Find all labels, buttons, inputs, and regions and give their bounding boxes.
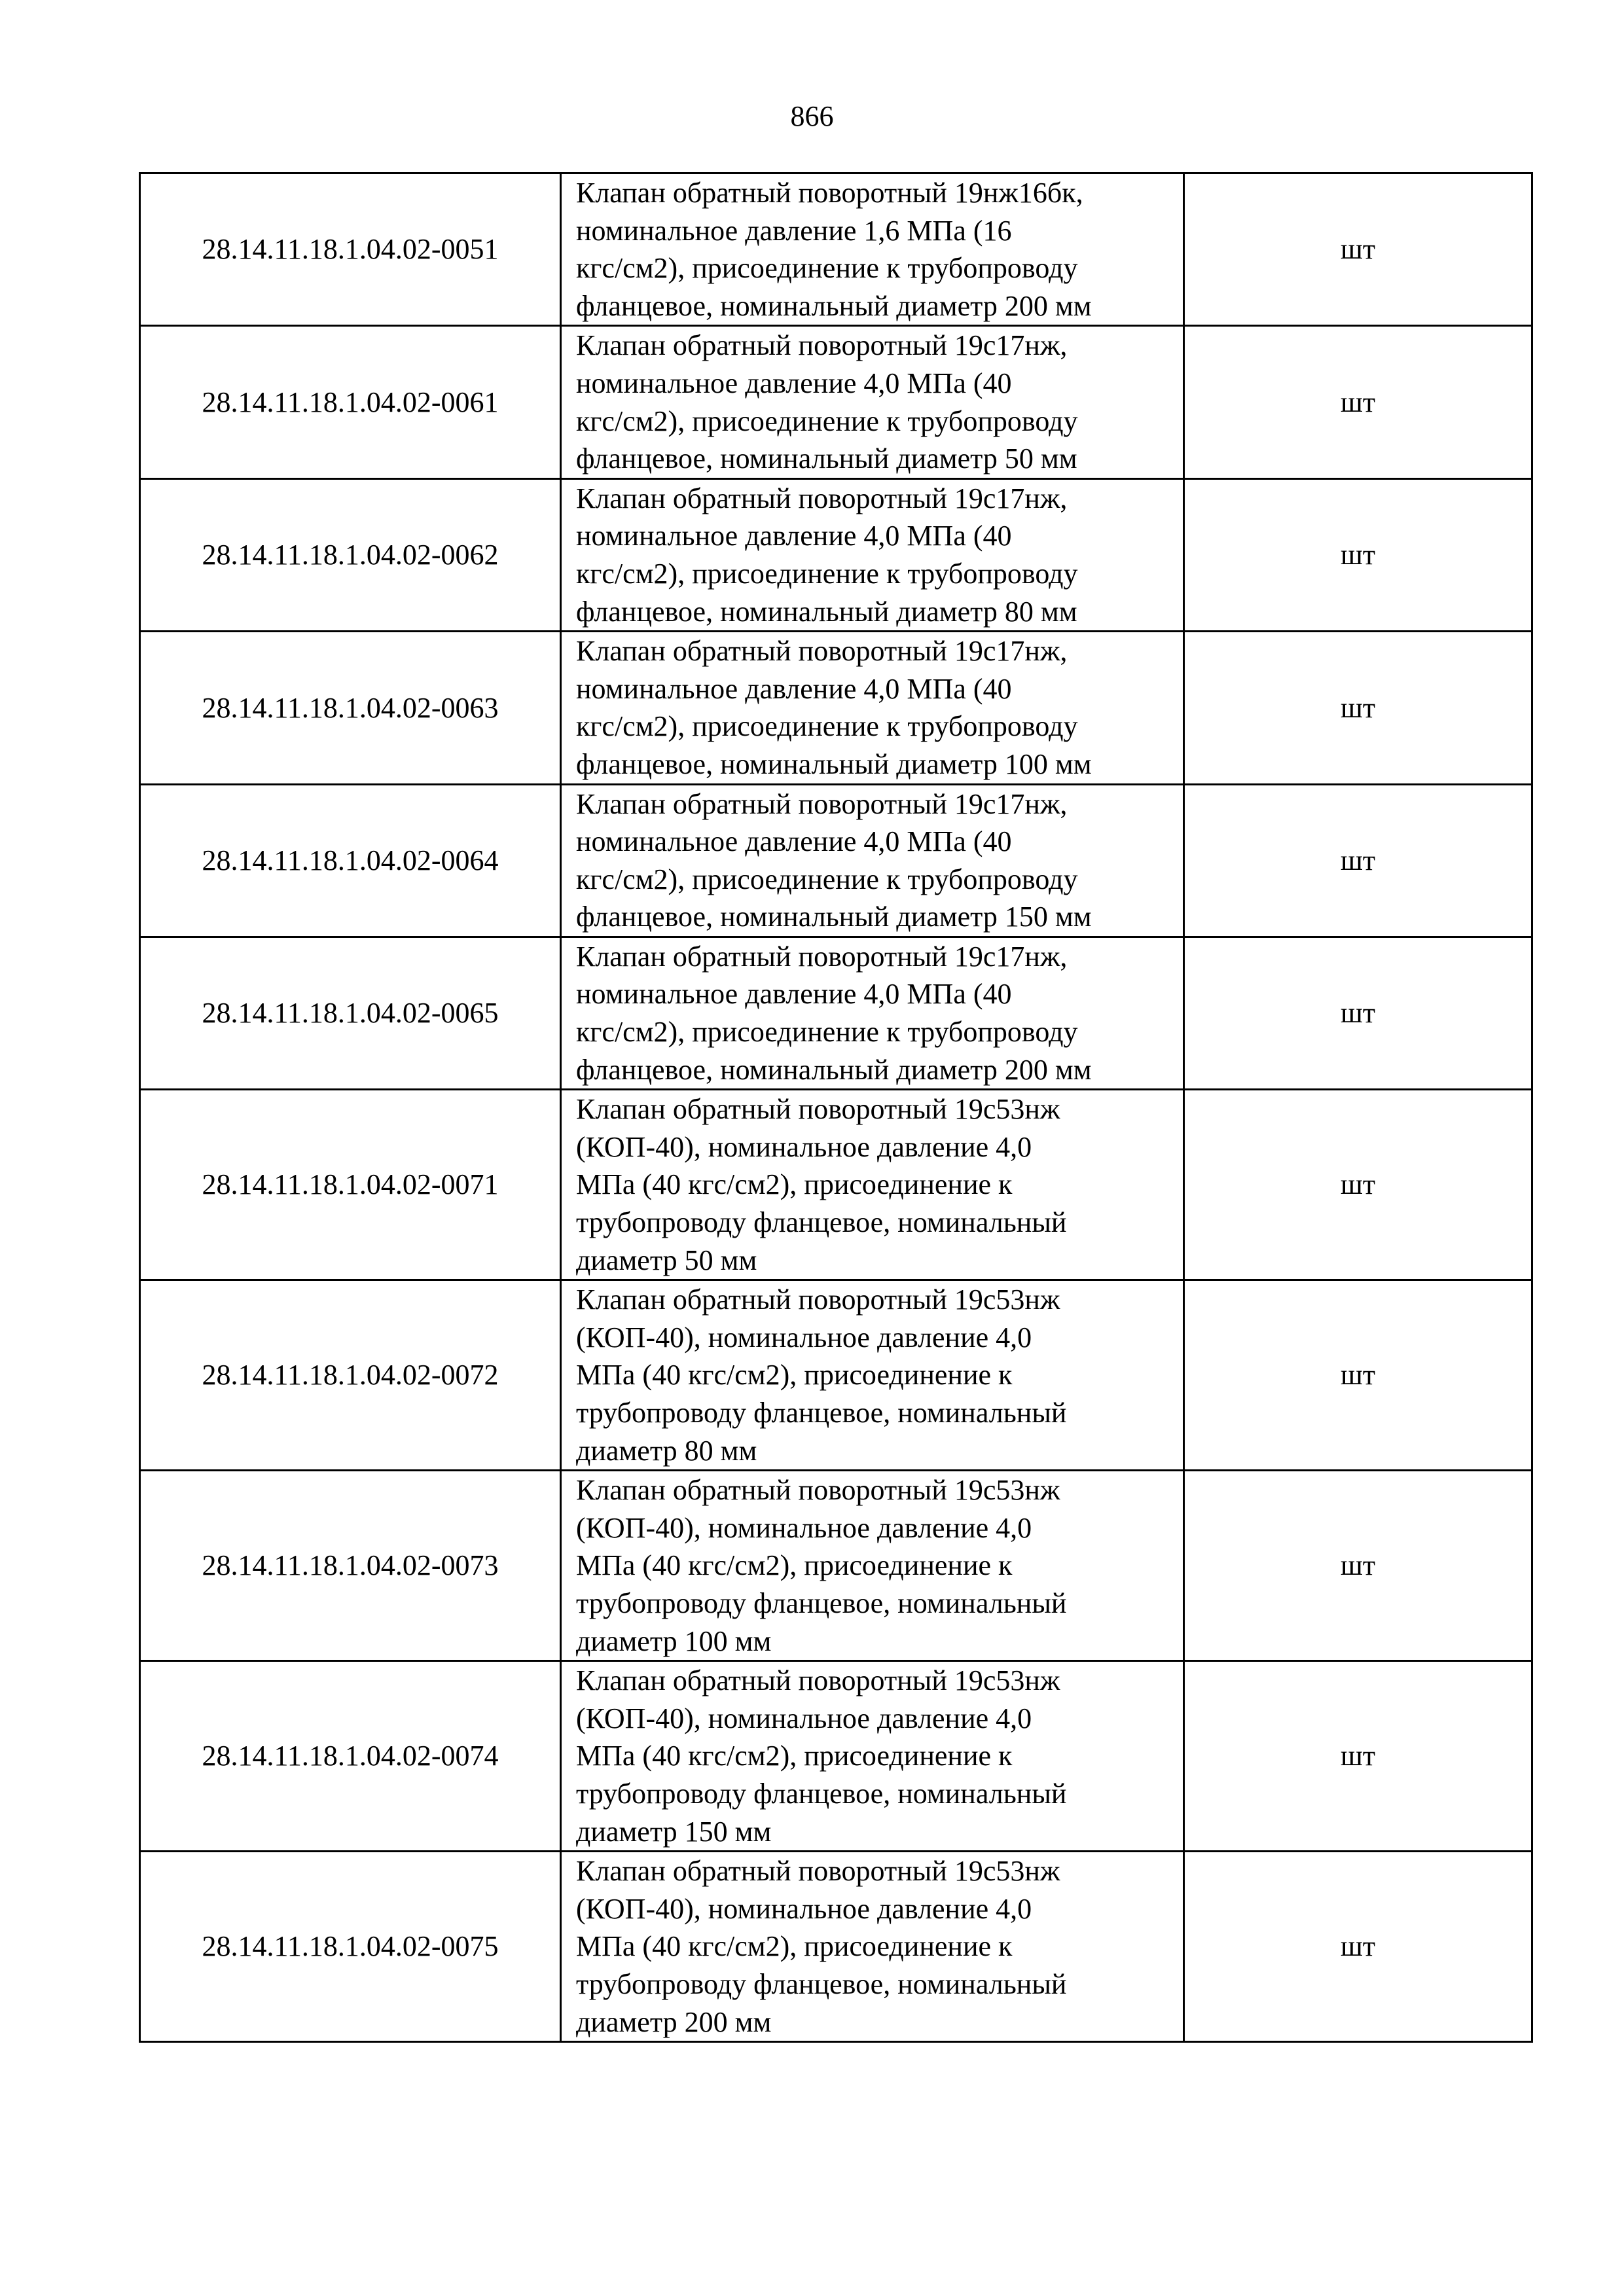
- table-row: [140, 478, 1532, 631]
- description-line: фланцевое, номинальный диаметр 200 мм: [576, 1053, 1092, 1086]
- description-line: Клапан обратный поворотный 19нж16бк,: [576, 177, 1083, 209]
- description-line: номинальное давление 4,0 МПа (40: [576, 672, 1012, 705]
- description-line: трубопроводу фланцевое, номинальный: [576, 1777, 1067, 1810]
- resource-code: 28.14.11.18.1.04.02-0074: [140, 1661, 561, 1852]
- resource-description: [561, 784, 1184, 937]
- description-line: Клапан обратный поворотный 19с53нж: [576, 1664, 1060, 1697]
- description-line: Клапан обратный поворотный 19с53нж: [576, 1093, 1060, 1126]
- description-line: номинальное давление 4,0 МПа (40: [576, 367, 1012, 399]
- resource-code: 28.14.11.18.1.04.02-0061: [140, 326, 561, 478]
- description-line: диаметр 50 мм: [576, 1244, 757, 1276]
- description-line: номинальное давление 1,6 МПа (16: [576, 214, 1012, 247]
- description-line: Клапан обратный поворотный 19с53нж: [576, 1474, 1060, 1507]
- table-row: [140, 632, 1532, 784]
- description-line: трубопроводу фланцевое, номинальный: [576, 1397, 1067, 1429]
- resource-description: [561, 173, 1184, 326]
- unit-of-measure: шт: [1184, 632, 1532, 784]
- unit-of-measure: шт: [1184, 1090, 1532, 1280]
- resource-description: [561, 1090, 1184, 1280]
- resource-code: 28.14.11.18.1.04.02-0075: [140, 1852, 561, 2042]
- table-row: [140, 326, 1532, 478]
- description-line: номинальное давление 4,0 МПа (40: [576, 520, 1012, 552]
- resource-description: [561, 1852, 1184, 2042]
- resource-description: [561, 326, 1184, 478]
- description-line: фланцевое, номинальный диаметр 150 мм: [576, 901, 1092, 933]
- description-line: Клапан обратный поворотный 19с17нж,: [576, 940, 1068, 973]
- description-line: диаметр 80 мм: [576, 1434, 757, 1467]
- description-line: МПа (40 кгс/см2), присоединение к: [576, 1930, 1013, 1963]
- description-line: трубопроводу фланцевое, номинальный: [576, 1587, 1067, 1619]
- unit-of-measure: шт: [1184, 1661, 1532, 1852]
- description-line: (КОП-40), номинальное давление 4,0: [576, 1702, 1032, 1734]
- description-line: кгс/см2), присоединение к трубопроводу: [576, 710, 1078, 743]
- description-line: Клапан обратный поворотный 19с17нж,: [576, 329, 1068, 362]
- description-line: Клапан обратный поворотный 19с53нж: [576, 1283, 1060, 1316]
- resource-code: 28.14.11.18.1.04.02-0071: [140, 1090, 561, 1280]
- description-line: диаметр 100 мм: [576, 1624, 772, 1657]
- description-line: фланцевое, номинальный диаметр 80 мм: [576, 595, 1077, 628]
- resource-description: [561, 478, 1184, 631]
- table-row: [140, 937, 1532, 1089]
- description-line: МПа (40 кгс/см2), присоединение к: [576, 1549, 1013, 1582]
- description-line: Клапан обратный поворотный 19с17нж,: [576, 635, 1068, 668]
- resource-description: [561, 1280, 1184, 1471]
- resource-code: 28.14.11.18.1.04.02-0072: [140, 1280, 561, 1471]
- resource-code: 28.14.11.18.1.04.02-0073: [140, 1471, 561, 1661]
- resource-code: 28.14.11.18.1.04.02-0051: [140, 173, 561, 326]
- description-line: кгс/см2), присоединение к трубопроводу: [576, 557, 1078, 590]
- unit-of-measure: шт: [1184, 173, 1532, 326]
- description-line: трубопроводу фланцевое, номинальный: [576, 1206, 1067, 1239]
- table-row: [140, 1471, 1532, 1661]
- description-line: Клапан обратный поворотный 19с53нж: [576, 1855, 1060, 1888]
- description-line: номинальное давление 4,0 МПа (40: [576, 825, 1012, 858]
- description-line: МПа (40 кгс/см2), присоединение к: [576, 1359, 1013, 1391]
- unit-of-measure: шт: [1184, 784, 1532, 937]
- resource-code: 28.14.11.18.1.04.02-0064: [140, 784, 561, 937]
- table-row: [140, 1661, 1532, 1852]
- description-line: номинальное давление 4,0 МПа (40: [576, 978, 1012, 1011]
- table-row: [140, 1280, 1532, 1471]
- description-line: трубопроводу фланцевое, номинальный: [576, 1967, 1067, 2000]
- description-line: (КОП-40), номинальное давление 4,0: [576, 1130, 1032, 1163]
- description-line: (КОП-40), номинальное давление 4,0: [576, 1892, 1032, 1925]
- description-line: МПа (40 кгс/см2), присоединение к: [576, 1740, 1013, 1772]
- unit-of-measure: шт: [1184, 326, 1532, 478]
- description-line: фланцевое, номинальный диаметр 100 мм: [576, 747, 1092, 780]
- unit-of-measure: шт: [1184, 937, 1532, 1089]
- description-line: (КОП-40), номинальное давление 4,0: [576, 1321, 1032, 1354]
- table-row: [140, 784, 1532, 937]
- resource-code: 28.14.11.18.1.04.02-0065: [140, 937, 561, 1089]
- description-line: диаметр 150 мм: [576, 1815, 772, 1848]
- resource-description: [561, 1661, 1184, 1852]
- resource-table: [139, 172, 1533, 2043]
- resource-code: 28.14.11.18.1.04.02-0062: [140, 478, 561, 631]
- table-row: [140, 1090, 1532, 1280]
- resource-description: [561, 937, 1184, 1089]
- description-line: Клапан обратный поворотный 19с17нж,: [576, 482, 1068, 514]
- page-number: 866: [790, 100, 834, 132]
- description-line: фланцевое, номинальный диаметр 200 мм: [576, 289, 1092, 322]
- description-line: Клапан обратный поворотный 19с17нж,: [576, 787, 1068, 820]
- unit-of-measure: шт: [1184, 1280, 1532, 1471]
- description-line: (КОП-40), номинальное давление 4,0: [576, 1511, 1032, 1544]
- table-row: [140, 173, 1532, 326]
- description-line: МПа (40 кгс/см2), присоединение к: [576, 1168, 1013, 1201]
- description-line: диаметр 200 мм: [576, 2005, 772, 2038]
- unit-of-measure: шт: [1184, 478, 1532, 631]
- resource-code: 28.14.11.18.1.04.02-0063: [140, 632, 561, 784]
- resource-description: [561, 632, 1184, 784]
- resource-description: [561, 1471, 1184, 1661]
- table-row: [140, 1852, 1532, 2042]
- description-line: фланцевое, номинальный диаметр 50 мм: [576, 442, 1077, 475]
- unit-of-measure: шт: [1184, 1471, 1532, 1661]
- unit-of-measure: шт: [1184, 1852, 1532, 2042]
- description-line: кгс/см2), присоединение к трубопроводу: [576, 1016, 1078, 1049]
- description-line: кгс/см2), присоединение к трубопроводу: [576, 404, 1078, 437]
- description-line: кгс/см2), присоединение к трубопроводу: [576, 863, 1078, 895]
- description-line: кгс/см2), присоединение к трубопроводу: [576, 252, 1078, 285]
